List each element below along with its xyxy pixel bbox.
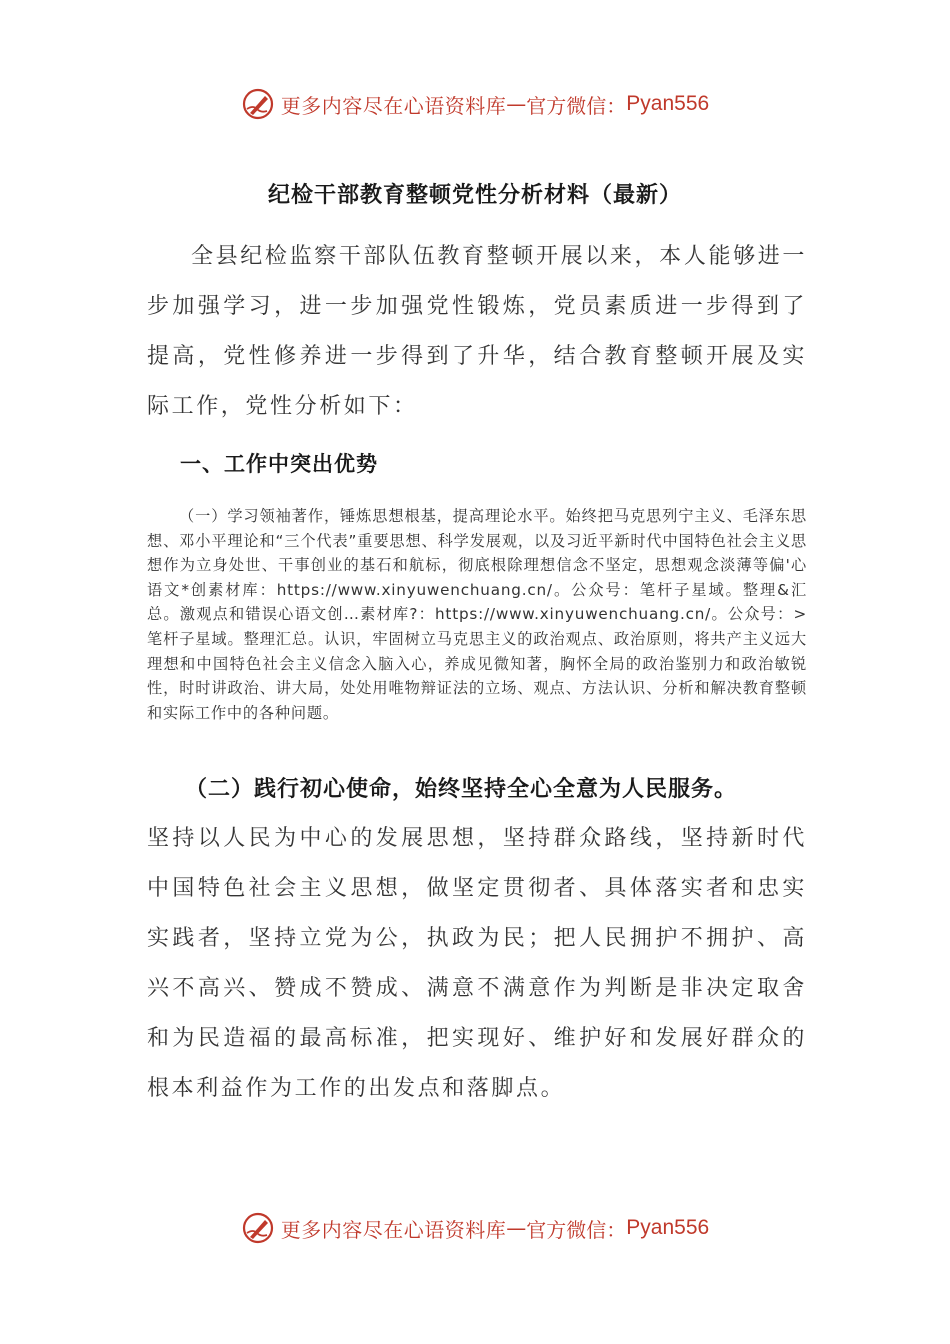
banner-wechat-label: 官方微信： <box>526 1217 627 1242</box>
pen-logo-icon <box>241 1211 275 1245</box>
banner-brand: 更多内容尽在心语资料库 <box>280 1217 507 1242</box>
document-title: 纪检干部教育整顿党性分析材料（最新） <box>267 183 682 208</box>
section-heading: 一、工作中突出优势 <box>180 452 378 476</box>
banner-separator: — <box>506 92 527 116</box>
banner-separator: — <box>506 1216 527 1240</box>
section-item-2-heading: （二）践行初心使命，始终坚持全心全意为人民服务。 <box>185 777 738 802</box>
banner-brand: 更多内容尽在心语资料库 <box>280 93 507 118</box>
banner-wechat-id: Pyan556 <box>626 92 710 115</box>
footer-banner <box>0 1208 950 1248</box>
pen-logo-icon <box>241 87 275 121</box>
intro-paragraph: 全县纪检监察干部队伍教育整顿开展以来，本人能够进一步加强学习，进一步加强党性锻炼，党员素质进一步得到了提高，党性修养进一步得到了升华，结合教育整顿开展及实际工作，党性分析如下： <box>147 244 807 419</box>
banner-wechat-label: 官方微信： <box>526 93 627 118</box>
section-item-2-body: 坚持以人民为中心的发展思想，坚持群众路线，坚持新时代中国特色社会主义思想，做坚定贯彻者、具体落实者和忠实实践者，坚持立党为公，执政为民；把人民拥护不拥护、高兴不高兴、赞成不赞成、满意不满意作为判断是非决定取舍和为民造福的最高标准，把实现好、维护好和发展好群众的根本利益作为工作的出发点和落脚点。 <box>147 826 807 1101</box>
header-banner <box>0 84 950 124</box>
section-item-1: （一）学习领袖著作，锤炼思想根基，提高理论水平。始终把马克思列宁主义、毛泽东思想、邓小平理论和“三个代表”重要思想、科学发展观，以及习近平新时代中国特色社会主义思想作为立身处世、干事创业的基石和航标，彻底根除理想信念不坚定，思想观念淡薄等偏'心语文*创素材库：https://www.xinyuwenchuang.cn/。公众号：笔杆子星域。整理&汇总。激观点和错误心语文创…素材库?：https://www.xinyuwenchuang.cn/。公众号：>笔杆子星域。整理汇总。认识，牢固树立马克思主义的政治观点、政治原则，将共产主义远大理想和中国特色社会主义信念入脑入心，养成见微知著，胸怀全局的政治鉴别力和政治敏锐性，时时讲政治、讲大局，处处用唯物辩证法的立场、观点、方法认识、分析和解决教育整顿和实际工作中的各种问题。 <box>147 507 807 722</box>
banner-wechat-id: Pyan556 <box>626 1216 710 1239</box>
